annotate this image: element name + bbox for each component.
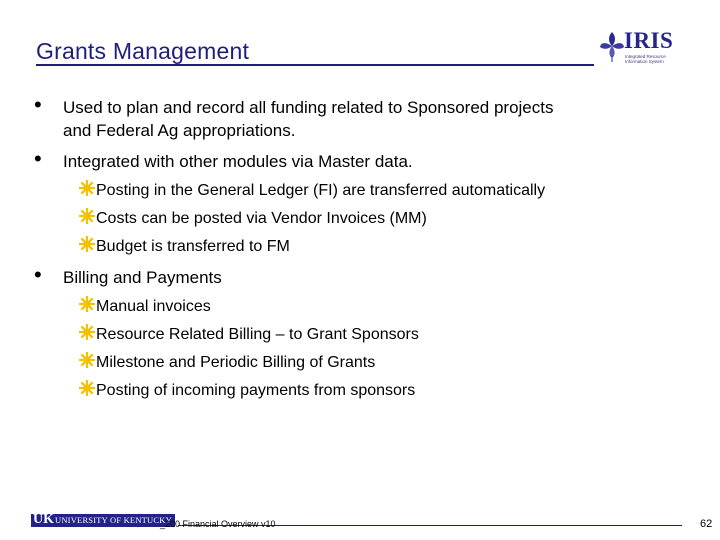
title-underline — [36, 64, 594, 66]
starburst-bullet-icon — [78, 351, 96, 369]
sub-bullet — [96, 381, 415, 401]
bullet-3-line-1: Billing and Payments — [63, 268, 222, 287]
starburst-bullet-icon — [78, 323, 96, 341]
sub-bullet — [96, 325, 419, 345]
sub-bullet-text: Resource Related Billing – to Grant Sponsors — [96, 326, 419, 343]
slide-title: Grants Management — [36, 38, 250, 64]
starburst-bullet-icon — [78, 207, 96, 225]
sub-bullet-text: Costs can be posted via Vendor Invoices (MM) — [96, 210, 427, 227]
footer-document-name: _200 Financial Overview v10 — [160, 519, 276, 529]
iris-logo-tagline: Integrated Resource Information System — [625, 54, 666, 64]
bullet-1 — [34, 92, 554, 142]
bullet-dot-icon: • — [34, 146, 42, 171]
sub-bullet — [96, 237, 290, 257]
sub-bullet — [96, 209, 427, 229]
university-name: UNIVERSITY OF KENTUCKY — [55, 515, 172, 525]
bullet-dot-icon: • — [34, 92, 42, 117]
sub-bullet-text: Posting of incoming payments from sponsors — [96, 382, 416, 399]
starburst-bullet-icon — [78, 235, 96, 253]
sub-bullet-text: Milestone and Periodic Billing of Grants — [96, 354, 376, 371]
iris-logo — [598, 28, 674, 68]
sub-bullet-text: Manual invoices — [96, 298, 211, 315]
page-number: 62 — [700, 518, 713, 530]
bullet-3 — [34, 262, 222, 289]
sub-bullet — [96, 353, 375, 373]
starburst-bullet-icon — [78, 179, 96, 197]
bullet-dot-icon: • — [34, 262, 42, 287]
bullet-1-line-1: Used to plan and record all funding related to Sponsored projects — [63, 98, 554, 117]
bullet-2 — [34, 146, 413, 173]
bullet-1-line-2: and Federal Ag appropriations. — [63, 121, 296, 140]
uk-logo-mark: UK — [33, 512, 54, 527]
starburst-bullet-icon — [78, 295, 96, 313]
sub-bullet — [96, 297, 211, 317]
uk-university-logo — [31, 514, 175, 527]
sub-bullet-text: Budget is transferred to FM — [96, 238, 290, 255]
sub-bullet — [96, 181, 545, 201]
starburst-bullet-icon — [78, 379, 96, 397]
sub-bullet-text: Posting in the General Ledger (FI) are transferred automatically — [96, 182, 546, 199]
iris-flower-icon — [598, 28, 626, 62]
bullet-2-line-1: Integrated with other modules via Master data. — [63, 152, 413, 171]
iris-logo-word: IRIS — [624, 28, 674, 53]
